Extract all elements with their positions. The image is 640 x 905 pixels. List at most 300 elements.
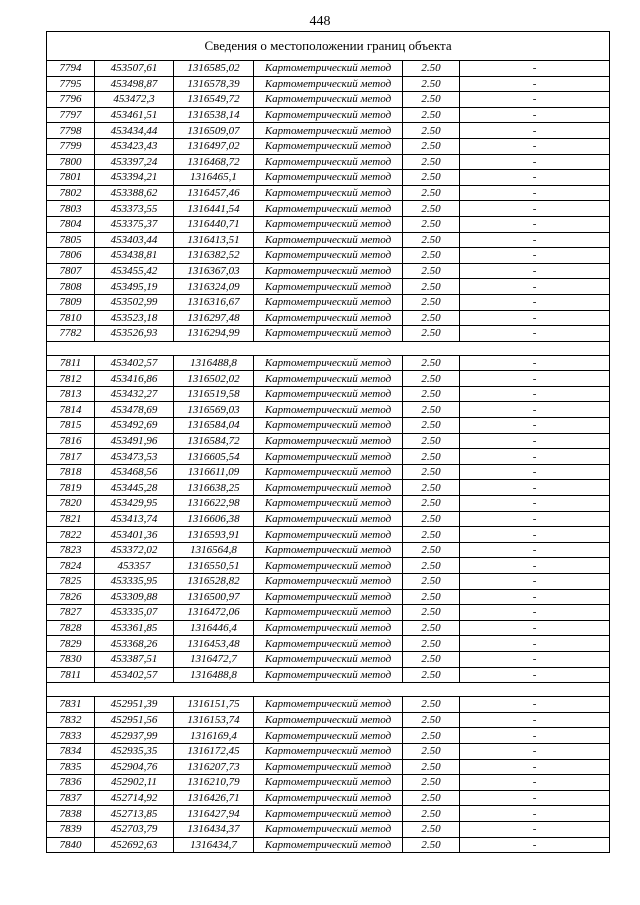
cell-point-number: 7829: [47, 636, 95, 652]
cell-description: -: [460, 464, 610, 480]
cell-point-number: 7828: [47, 620, 95, 636]
cell-x-coordinate: 453523,18: [95, 310, 174, 326]
cell-y-coordinate: 1316638,25: [174, 480, 254, 496]
cell-x-coordinate: 452904,76: [95, 759, 174, 775]
cell-y-coordinate: 1316593,91: [174, 527, 254, 543]
cell-description: -: [460, 589, 610, 605]
table-row: [47, 759, 610, 775]
cell-accuracy: 2.50: [403, 355, 460, 371]
cell-description: -: [460, 371, 610, 387]
cell-method: Картометрический метод: [254, 542, 403, 558]
cell-y-coordinate: 1316622,98: [174, 496, 254, 512]
cell-x-coordinate: 452713,85: [95, 806, 174, 822]
table-row: [47, 821, 610, 837]
cell-description: -: [460, 667, 610, 683]
cell-x-coordinate: 453526,93: [95, 326, 174, 342]
cell-method: Картометрический метод: [254, 605, 403, 621]
cell-accuracy: 2.50: [403, 138, 460, 154]
cell-point-number: 7810: [47, 310, 95, 326]
cell-y-coordinate: 1316153,74: [174, 712, 254, 728]
cell-accuracy: 2.50: [403, 216, 460, 232]
cell-accuracy: 2.50: [403, 263, 460, 279]
cell-description: -: [460, 790, 610, 806]
cell-method: Картометрический метод: [254, 667, 403, 683]
cell-x-coordinate: 452703,79: [95, 821, 174, 837]
cell-y-coordinate: 1316210,79: [174, 775, 254, 791]
table-row: [47, 279, 610, 295]
cell-point-number: 7800: [47, 154, 95, 170]
table-row: [47, 636, 610, 652]
cell-point-number: 7802: [47, 185, 95, 201]
cell-y-coordinate: 1316316,67: [174, 294, 254, 310]
group-separator-row: [47, 341, 610, 355]
cell-x-coordinate: 453413,74: [95, 511, 174, 527]
cell-point-number: 7808: [47, 279, 95, 295]
table-row: [47, 728, 610, 744]
cell-point-number: 7820: [47, 496, 95, 512]
cell-y-coordinate: 1316207,73: [174, 759, 254, 775]
cell-description: -: [460, 232, 610, 248]
cell-accuracy: 2.50: [403, 279, 460, 295]
cell-description: -: [460, 605, 610, 621]
group-separator-cell: [47, 341, 610, 355]
cell-method: Картометрический метод: [254, 107, 403, 123]
cell-method: Картометрический метод: [254, 464, 403, 480]
table-row: [47, 170, 610, 186]
cell-y-coordinate: 1316606,38: [174, 511, 254, 527]
cell-method: Картометрический метод: [254, 279, 403, 295]
table-row: [47, 355, 610, 371]
cell-method: Картометрический метод: [254, 821, 403, 837]
cell-description: -: [460, 651, 610, 667]
cell-x-coordinate: 453361,85: [95, 620, 174, 636]
cell-x-coordinate: 453472,3: [95, 92, 174, 108]
cell-accuracy: 2.50: [403, 386, 460, 402]
cell-accuracy: 2.50: [403, 821, 460, 837]
cell-description: -: [460, 92, 610, 108]
cell-accuracy: 2.50: [403, 185, 460, 201]
cell-description: -: [460, 123, 610, 139]
cell-description: -: [460, 61, 610, 77]
cell-method: Картометрический метод: [254, 263, 403, 279]
cell-x-coordinate: 453478,69: [95, 402, 174, 418]
cell-y-coordinate: 1316584,72: [174, 433, 254, 449]
cell-y-coordinate: 1316426,71: [174, 790, 254, 806]
table-row: [47, 310, 610, 326]
table-row: [47, 201, 610, 217]
table-row: [47, 294, 610, 310]
cell-y-coordinate: 1316151,75: [174, 697, 254, 713]
table-row: [47, 402, 610, 418]
cell-description: -: [460, 107, 610, 123]
cell-x-coordinate: 452951,39: [95, 697, 174, 713]
cell-method: Картометрический метод: [254, 775, 403, 791]
cell-y-coordinate: 1316169,4: [174, 728, 254, 744]
cell-description: -: [460, 837, 610, 853]
cell-y-coordinate: 1316528,82: [174, 574, 254, 590]
table-row: [47, 232, 610, 248]
cell-method: Картометрический метод: [254, 697, 403, 713]
cell-accuracy: 2.50: [403, 636, 460, 652]
cell-point-number: 7838: [47, 806, 95, 822]
cell-point-number: 7827: [47, 605, 95, 621]
cell-y-coordinate: 1316367,03: [174, 263, 254, 279]
cell-method: Картометрический метод: [254, 651, 403, 667]
cell-description: -: [460, 310, 610, 326]
cell-description: -: [460, 759, 610, 775]
cell-description: -: [460, 170, 610, 186]
table-row: [47, 527, 610, 543]
cell-x-coordinate: 452902,11: [95, 775, 174, 791]
cell-x-coordinate: 452937,99: [95, 728, 174, 744]
table-row: [47, 496, 610, 512]
cell-accuracy: 2.50: [403, 527, 460, 543]
cell-method: Картометрический метод: [254, 310, 403, 326]
cell-description: -: [460, 542, 610, 558]
cell-method: Картометрический метод: [254, 527, 403, 543]
cell-point-number: 7803: [47, 201, 95, 217]
cell-x-coordinate: 453445,28: [95, 480, 174, 496]
cell-y-coordinate: 1316605,54: [174, 449, 254, 465]
table-row: [47, 712, 610, 728]
cell-point-number: 7836: [47, 775, 95, 791]
cell-point-number: 7839: [47, 821, 95, 837]
cell-x-coordinate: 453394,21: [95, 170, 174, 186]
cell-method: Картометрический метод: [254, 480, 403, 496]
cell-x-coordinate: 453403,44: [95, 232, 174, 248]
cell-y-coordinate: 1316382,52: [174, 248, 254, 264]
cell-point-number: 7804: [47, 216, 95, 232]
cell-point-number: 7818: [47, 464, 95, 480]
cell-description: -: [460, 138, 610, 154]
cell-accuracy: 2.50: [403, 480, 460, 496]
cell-method: Картометрический метод: [254, 496, 403, 512]
cell-description: -: [460, 620, 610, 636]
cell-point-number: 7823: [47, 542, 95, 558]
cell-accuracy: 2.50: [403, 697, 460, 713]
cell-point-number: 7797: [47, 107, 95, 123]
cell-y-coordinate: 1316453,48: [174, 636, 254, 652]
cell-method: Картометрический метод: [254, 712, 403, 728]
cell-accuracy: 2.50: [403, 574, 460, 590]
cell-x-coordinate: 453438,81: [95, 248, 174, 264]
cell-accuracy: 2.50: [403, 248, 460, 264]
cell-y-coordinate: 1316538,14: [174, 107, 254, 123]
cell-accuracy: 2.50: [403, 837, 460, 853]
cell-method: Картометрический метод: [254, 61, 403, 77]
cell-method: Картометрический метод: [254, 386, 403, 402]
cell-method: Картометрический метод: [254, 743, 403, 759]
cell-y-coordinate: 1316440,71: [174, 216, 254, 232]
cell-x-coordinate: 453402,57: [95, 667, 174, 683]
cell-accuracy: 2.50: [403, 294, 460, 310]
cell-y-coordinate: 1316502,02: [174, 371, 254, 387]
cell-x-coordinate: 452714,92: [95, 790, 174, 806]
cell-method: Картометрический метод: [254, 589, 403, 605]
cell-accuracy: 2.50: [403, 496, 460, 512]
cell-method: Картометрический метод: [254, 418, 403, 434]
cell-point-number: 7812: [47, 371, 95, 387]
cell-accuracy: 2.50: [403, 232, 460, 248]
cell-description: -: [460, 449, 610, 465]
cell-x-coordinate: 453335,07: [95, 605, 174, 621]
cell-method: Картометрический метод: [254, 806, 403, 822]
table-row: [47, 154, 610, 170]
table-row: [47, 433, 610, 449]
table-row: [47, 697, 610, 713]
cell-accuracy: 2.50: [403, 310, 460, 326]
cell-point-number: 7806: [47, 248, 95, 264]
cell-y-coordinate: 1316324,09: [174, 279, 254, 295]
cell-y-coordinate: 1316611,09: [174, 464, 254, 480]
cell-description: -: [460, 821, 610, 837]
cell-x-coordinate: 453309,88: [95, 589, 174, 605]
cell-accuracy: 2.50: [403, 464, 460, 480]
cell-x-coordinate: 453416,86: [95, 371, 174, 387]
cell-method: Картометрический метод: [254, 138, 403, 154]
cell-x-coordinate: 452951,56: [95, 712, 174, 728]
cell-x-coordinate: 453473,53: [95, 449, 174, 465]
table-row: [47, 743, 610, 759]
cell-x-coordinate: 453335,95: [95, 574, 174, 590]
cell-description: -: [460, 248, 610, 264]
cell-x-coordinate: 453507,61: [95, 61, 174, 77]
cell-description: -: [460, 216, 610, 232]
cell-description: -: [460, 527, 610, 543]
cell-y-coordinate: 1316488,8: [174, 355, 254, 371]
cell-accuracy: 2.50: [403, 651, 460, 667]
table-row: [47, 418, 610, 434]
cell-x-coordinate: 453387,51: [95, 651, 174, 667]
cell-x-coordinate: 453492,69: [95, 418, 174, 434]
cell-description: -: [460, 743, 610, 759]
cell-y-coordinate: 1316297,48: [174, 310, 254, 326]
table-row: [47, 123, 610, 139]
cell-description: -: [460, 355, 610, 371]
cell-y-coordinate: 1316465,1: [174, 170, 254, 186]
cell-method: Картометрический метод: [254, 511, 403, 527]
cell-accuracy: 2.50: [403, 790, 460, 806]
cell-point-number: 7807: [47, 263, 95, 279]
cell-description: -: [460, 775, 610, 791]
cell-description: -: [460, 728, 610, 744]
cell-description: -: [460, 496, 610, 512]
cell-point-number: 7814: [47, 402, 95, 418]
cell-y-coordinate: 1316446,4: [174, 620, 254, 636]
cell-point-number: 7799: [47, 138, 95, 154]
table-row: [47, 790, 610, 806]
table-row: [47, 605, 610, 621]
cell-x-coordinate: 453495,19: [95, 279, 174, 295]
cell-point-number: 7830: [47, 651, 95, 667]
table-row: [47, 371, 610, 387]
cell-y-coordinate: 1316488,8: [174, 667, 254, 683]
cell-accuracy: 2.50: [403, 620, 460, 636]
table-title: Сведения о местоположении границ объекта: [47, 32, 610, 61]
cell-y-coordinate: 1316564,8: [174, 542, 254, 558]
cell-accuracy: 2.50: [403, 418, 460, 434]
cell-accuracy: 2.50: [403, 806, 460, 822]
cell-method: Картометрический метод: [254, 790, 403, 806]
cell-point-number: 7782: [47, 326, 95, 342]
cell-x-coordinate: 453429,95: [95, 496, 174, 512]
cell-x-coordinate: 453401,36: [95, 527, 174, 543]
cell-point-number: 7795: [47, 76, 95, 92]
cell-y-coordinate: 1316584,04: [174, 418, 254, 434]
cell-description: -: [460, 201, 610, 217]
table-row: [47, 107, 610, 123]
cell-x-coordinate: 453498,87: [95, 76, 174, 92]
cell-point-number: 7833: [47, 728, 95, 744]
cell-point-number: 7834: [47, 743, 95, 759]
cell-x-coordinate: 453502,99: [95, 294, 174, 310]
cell-x-coordinate: 453388,62: [95, 185, 174, 201]
cell-x-coordinate: 453432,27: [95, 386, 174, 402]
table-row: [47, 620, 610, 636]
group-separator-row: [47, 683, 610, 697]
cell-point-number: 7813: [47, 386, 95, 402]
cell-x-coordinate: 453373,55: [95, 201, 174, 217]
cell-method: Картометрический метод: [254, 558, 403, 574]
cell-point-number: 7796: [47, 92, 95, 108]
cell-accuracy: 2.50: [403, 589, 460, 605]
table-row: [47, 775, 610, 791]
cell-description: -: [460, 402, 610, 418]
cell-accuracy: 2.50: [403, 775, 460, 791]
table-row: [47, 464, 610, 480]
cell-description: -: [460, 263, 610, 279]
cell-accuracy: 2.50: [403, 371, 460, 387]
cell-method: Картометрический метод: [254, 294, 403, 310]
cell-method: Картометрический метод: [254, 248, 403, 264]
cell-description: -: [460, 574, 610, 590]
cell-x-coordinate: 453455,42: [95, 263, 174, 279]
table-row: [47, 263, 610, 279]
cell-accuracy: 2.50: [403, 326, 460, 342]
cell-point-number: 7811: [47, 355, 95, 371]
cell-point-number: 7835: [47, 759, 95, 775]
cell-y-coordinate: 1316472,06: [174, 605, 254, 621]
cell-y-coordinate: 1316550,51: [174, 558, 254, 574]
cell-point-number: 7801: [47, 170, 95, 186]
cell-description: -: [460, 511, 610, 527]
table-title-row: [47, 32, 610, 61]
cell-point-number: 7826: [47, 589, 95, 605]
cell-accuracy: 2.50: [403, 402, 460, 418]
cell-point-number: 7819: [47, 480, 95, 496]
cell-description: -: [460, 433, 610, 449]
cell-accuracy: 2.50: [403, 511, 460, 527]
cell-y-coordinate: 1316294,99: [174, 326, 254, 342]
table-row: [47, 326, 610, 342]
table-row: [47, 386, 610, 402]
cell-method: Картометрический метод: [254, 76, 403, 92]
cell-x-coordinate: 453468,56: [95, 464, 174, 480]
page-number: 448: [309, 14, 331, 29]
cell-accuracy: 2.50: [403, 433, 460, 449]
cell-point-number: 7798: [47, 123, 95, 139]
cell-y-coordinate: 1316585,02: [174, 61, 254, 77]
cell-point-number: 7816: [47, 433, 95, 449]
cell-description: -: [460, 697, 610, 713]
cell-method: Картометрический метод: [254, 185, 403, 201]
cell-x-coordinate: 453491,96: [95, 433, 174, 449]
boundary-coordinates-table: [46, 31, 610, 853]
cell-method: Картометрический метод: [254, 759, 403, 775]
cell-description: -: [460, 76, 610, 92]
cell-y-coordinate: 1316569,03: [174, 402, 254, 418]
group-separator-cell: [47, 683, 610, 697]
cell-x-coordinate: 453434,44: [95, 123, 174, 139]
cell-accuracy: 2.50: [403, 743, 460, 759]
cell-method: Картометрический метод: [254, 201, 403, 217]
cell-description: -: [460, 154, 610, 170]
cell-method: Картометрический метод: [254, 355, 403, 371]
cell-accuracy: 2.50: [403, 201, 460, 217]
cell-accuracy: 2.50: [403, 449, 460, 465]
cell-method: Картометрический метод: [254, 574, 403, 590]
cell-point-number: 7805: [47, 232, 95, 248]
table-row: [47, 558, 610, 574]
cell-y-coordinate: 1316578,39: [174, 76, 254, 92]
cell-description: -: [460, 806, 610, 822]
cell-y-coordinate: 1316441,54: [174, 201, 254, 217]
cell-y-coordinate: 1316472,7: [174, 651, 254, 667]
cell-method: Картометрический метод: [254, 123, 403, 139]
cell-method: Картометрический метод: [254, 620, 403, 636]
cell-method: Картометрический метод: [254, 728, 403, 744]
table-row: [47, 216, 610, 232]
table-row: [47, 92, 610, 108]
cell-point-number: 7809: [47, 294, 95, 310]
table-row: [47, 185, 610, 201]
cell-y-coordinate: 1316427,94: [174, 806, 254, 822]
table-row: [47, 248, 610, 264]
table-row: [47, 76, 610, 92]
cell-method: Картометрический метод: [254, 449, 403, 465]
cell-accuracy: 2.50: [403, 154, 460, 170]
cell-x-coordinate: 453461,51: [95, 107, 174, 123]
cell-accuracy: 2.50: [403, 92, 460, 108]
cell-point-number: 7821: [47, 511, 95, 527]
cell-accuracy: 2.50: [403, 61, 460, 77]
cell-method: Картометрический метод: [254, 154, 403, 170]
cell-y-coordinate: 1316434,7: [174, 837, 254, 853]
cell-method: Картометрический метод: [254, 326, 403, 342]
cell-description: -: [460, 386, 610, 402]
table-row: [47, 837, 610, 853]
table-row: [47, 574, 610, 590]
cell-accuracy: 2.50: [403, 107, 460, 123]
cell-description: -: [460, 636, 610, 652]
cell-point-number: 7811: [47, 667, 95, 683]
cell-accuracy: 2.50: [403, 712, 460, 728]
cell-description: -: [460, 558, 610, 574]
cell-point-number: 7822: [47, 527, 95, 543]
cell-y-coordinate: 1316413,51: [174, 232, 254, 248]
cell-accuracy: 2.50: [403, 605, 460, 621]
cell-description: -: [460, 279, 610, 295]
cell-accuracy: 2.50: [403, 667, 460, 683]
cell-description: -: [460, 712, 610, 728]
cell-method: Картометрический метод: [254, 232, 403, 248]
table-row: [47, 449, 610, 465]
cell-description: -: [460, 294, 610, 310]
cell-point-number: 7832: [47, 712, 95, 728]
cell-y-coordinate: 1316549,72: [174, 92, 254, 108]
cell-x-coordinate: 453423,43: [95, 138, 174, 154]
cell-x-coordinate: 453397,24: [95, 154, 174, 170]
